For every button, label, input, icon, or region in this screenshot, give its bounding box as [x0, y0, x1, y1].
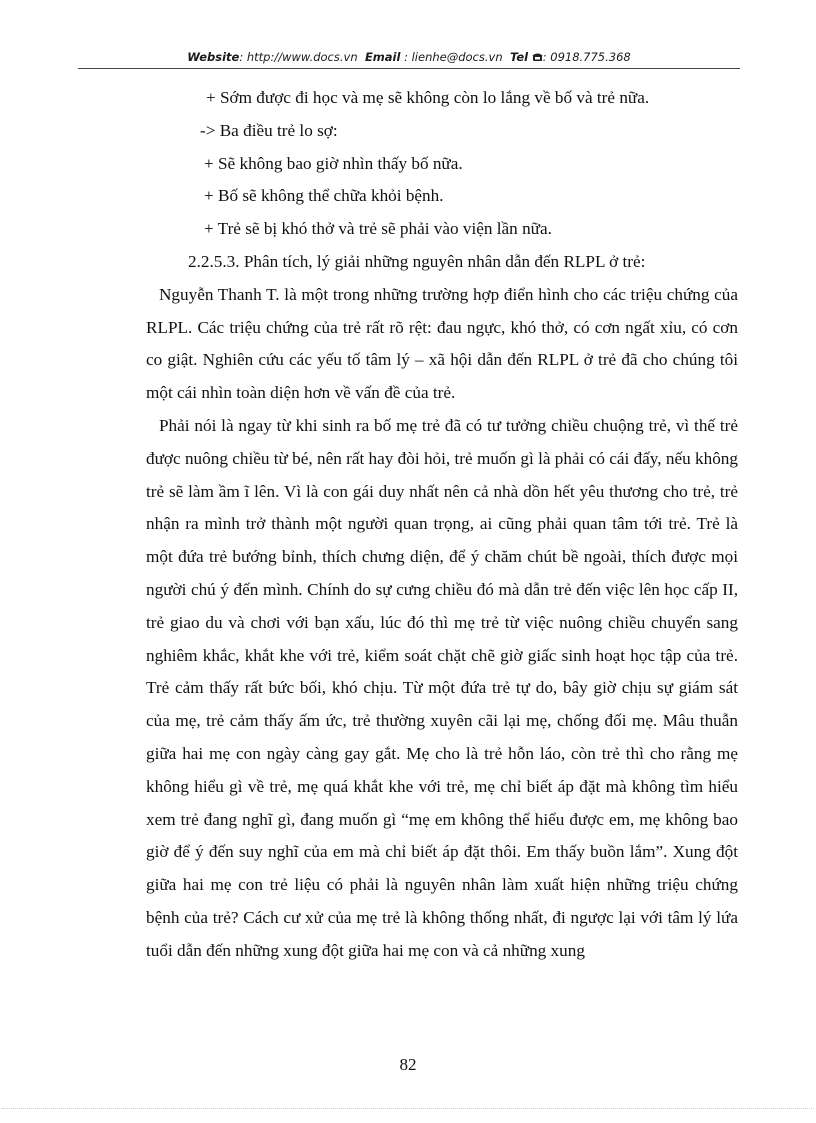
website-value: : http://www.docs.vn	[239, 50, 358, 64]
paragraph: Phải nói là ngay từ khi sinh ra bố mẹ trẻ đã có tư tưởng chiều chuộng trẻ, vì thế trẻ được nuông chiều từ bé, nên rất hay đòi hỏi, trẻ muốn gì là phải có cái đấy, nếu không trẻ sẽ làm ầm ĩ lên. Vì là con gái duy nhất nên cả nhà dồn hết yêu thương cho trẻ, trẻ nhận ra mình trở thành một người quan trọng, ai cũng phải quan tâm tới trẻ. Trẻ là một đứa trẻ bướng bỉnh, thích chưng diện, để ý chăm chút bề ngoài, thích được mọi người chú ý đến mình. Chính do sự cưng chiều đó mà dẫn trẻ đến việc lên học cấp II, trẻ giao du và chơi với bạn xấu, lúc đó thì mẹ trẻ từ việc nuông chiều chuyển sang nghiêm khắc, khắt khe với trẻ, kiểm soát chặt chẽ giờ giấc sinh hoạt học tập của trẻ. Trẻ cảm thấy rất bức bối, khó chịu. Từ một đứa trẻ tự do, bây giờ chịu sự giám sát của mẹ, trẻ cảm thấy ấm ức, trẻ thường xuyên cãi lại mẹ, chống đối mẹ. Mâu thuẫn giữa hai mẹ con ngày càng gay gắt. Mẹ cho là trẻ hỗn láo, còn trẻ thì cho rằng mẹ không hiểu gì về trẻ, mẹ quá khắt khe với trẻ, mẹ chỉ biết áp đặt mà không tìm hiểu xem trẻ đang nghĩ gì, đang muốn gì “mẹ em không thể hiểu được em, mẹ không bao giờ để ý đến suy nghĩ của em mà chỉ biết áp đặt thôi. Em thấy buồn lắm”. Xung đột giữa hai mẹ con trẻ liệu có phải là nguyên nhân làm xuất hiện những triệu chứng bệnh của trẻ? Cách cư xử của mẹ trẻ là không thống nhất, đi ngược lại với tâm lý lứa tuổi dẫn đến những xung đột giữa hai mẹ con và cả những xung	[146, 415, 738, 960]
email-label: Email	[364, 50, 401, 64]
page-number: 82	[399, 1055, 417, 1074]
footer-rule	[2, 1108, 814, 1109]
section-heading: 2.2.5.3. Phân tích, lý giải những nguyên nhân dẫn đến RLPL ở trẻ:	[188, 251, 646, 271]
page-header	[78, 50, 740, 64]
website-label: Website	[187, 50, 240, 64]
text-line: -> Ba điều trẻ lo sợ:	[200, 120, 338, 140]
text-line: + Sớm được đi học và mẹ sẽ không còn lo lắng về bố và trẻ nữa.	[206, 88, 650, 107]
text-line: + Trẻ sẽ bị khó thở và trẻ sẽ phải vào viện lần nữa.	[204, 219, 552, 239]
text-line: + Bố sẽ không thể chữa khỏi bệnh.	[204, 186, 444, 206]
tel-label: Tel	[509, 50, 529, 64]
email-value: : lienhe@docs.vn	[404, 50, 503, 64]
header-rule	[78, 68, 740, 69]
text-line: + Sẽ không bao giờ nhìn thấy bố nữa.	[204, 153, 463, 173]
paragraph: Nguyễn Thanh T. là một trong những trường hợp điển hình cho các triệu chứng của RLPL. Các triệu chứng của trẻ rất rõ rệt: đau ngực, khó thở, có cơn ngất xỉu, có cơn co giật. Nghiên cứu các yếu tố tâm lý – xã hội dẫn đến RLPL ở trẻ đã cho chúng tôi một cái nhìn toàn diện hơn về vấn đề của trẻ.	[146, 284, 738, 403]
tel-value: : 0918.775.368	[542, 50, 631, 64]
page-body	[146, 82, 738, 968]
phone-icon	[532, 50, 543, 64]
